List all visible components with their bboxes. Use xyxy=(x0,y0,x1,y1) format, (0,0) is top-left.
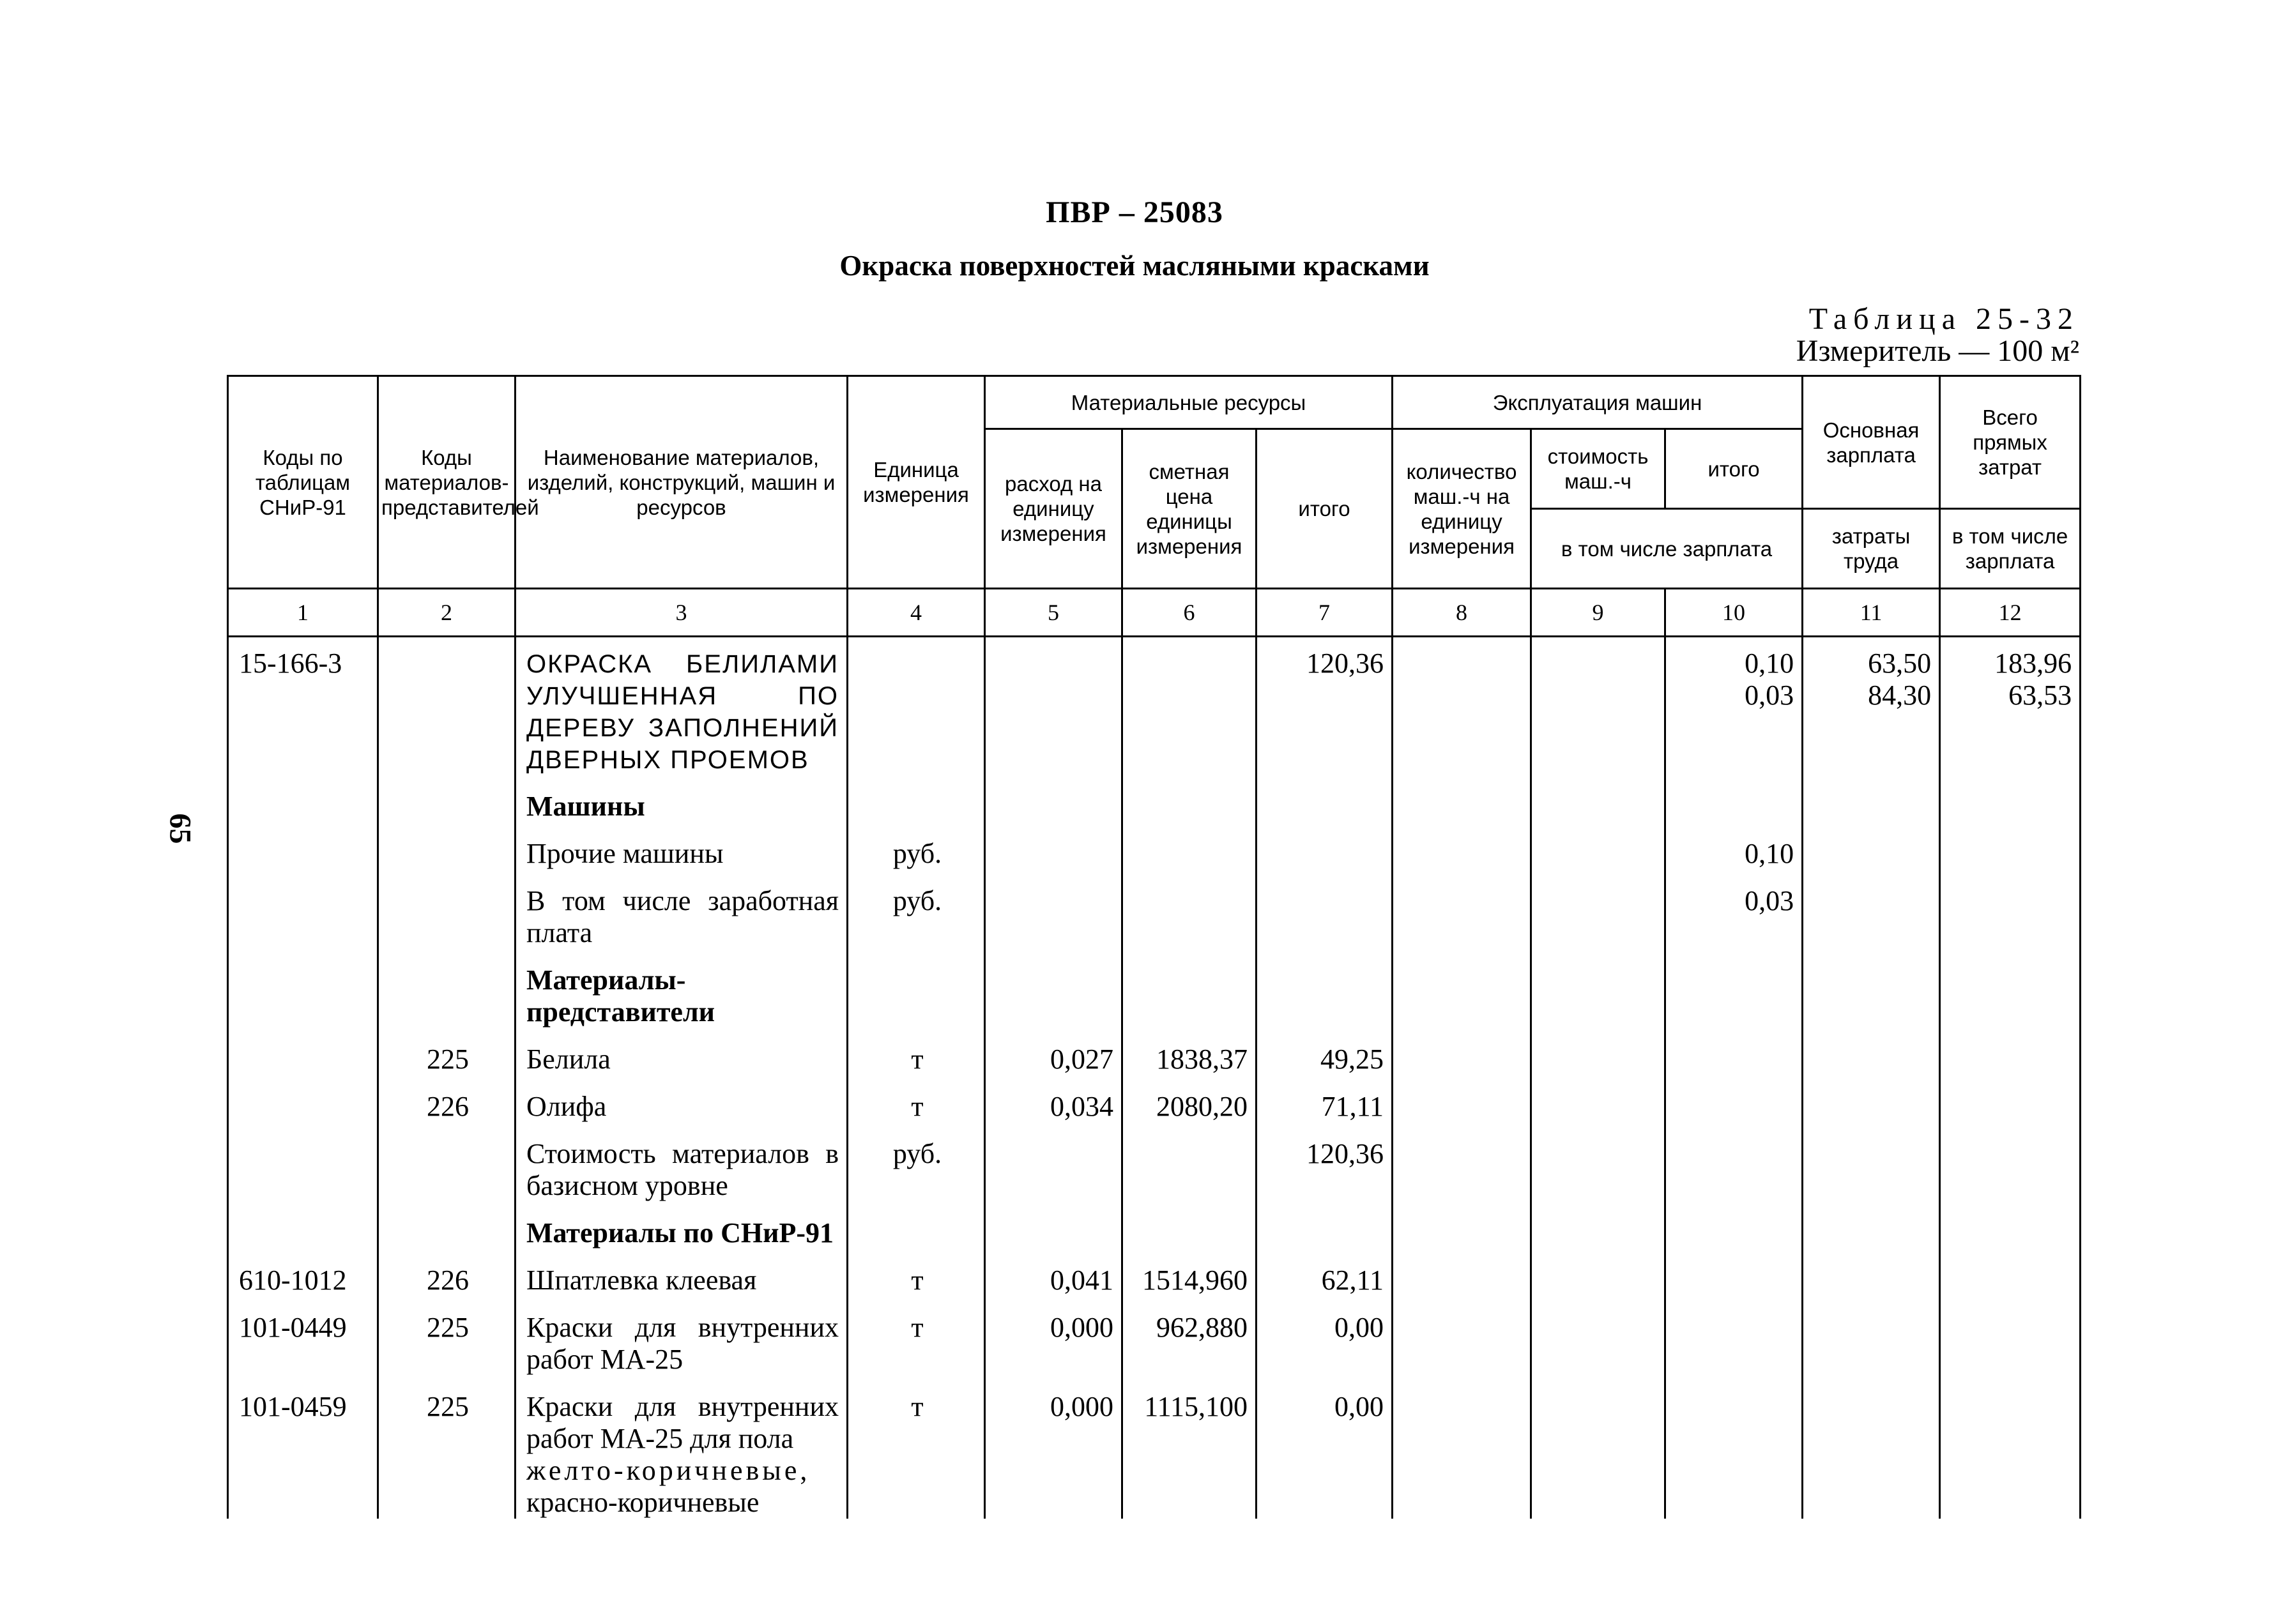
material-total: 120,36 xyxy=(1257,637,1393,776)
machines-total: 0,10 xyxy=(1745,648,1794,679)
column-number: 9 xyxy=(1531,589,1665,637)
column-number: 1 xyxy=(228,589,378,637)
header-base-wage: Основная зарплата xyxy=(1803,376,1940,509)
header-total-direct: Всего прямых затрат xyxy=(1940,376,2081,509)
column-number: 5 xyxy=(985,589,1122,637)
unit-price: 962,880 xyxy=(1122,1296,1257,1376)
measure-unit: Измеритель — 100 м² xyxy=(1796,334,2079,368)
item-unit: т xyxy=(848,1296,985,1376)
material-total: 120,36 xyxy=(1257,1123,1393,1202)
table-row xyxy=(228,1075,2081,1123)
direct-total: 183,96 xyxy=(1994,648,2072,679)
unit-price: 2080,20 xyxy=(1122,1075,1257,1123)
representative-code: 226 xyxy=(378,1249,516,1296)
column-number: 6 xyxy=(1122,589,1257,637)
item-unit: руб. xyxy=(848,1123,985,1202)
unit-price: 1838,37 xyxy=(1122,1028,1257,1075)
section-heading: Машины xyxy=(516,775,848,823)
table-row xyxy=(228,1249,2081,1296)
snip-code: 101-0449 xyxy=(228,1296,378,1376)
table-caption xyxy=(1796,303,2079,367)
page-number: 65 xyxy=(163,813,197,844)
consumption: 0,027 xyxy=(985,1028,1122,1075)
column-number: 10 xyxy=(1665,589,1803,637)
item-unit: руб. xyxy=(848,870,985,949)
table-row xyxy=(228,775,2081,823)
machines-wage: 0,03 xyxy=(1745,679,1794,711)
section-heading: Материалы по СНиР-91 xyxy=(516,1202,848,1249)
table-label: Таблица 25-32 xyxy=(1808,302,2079,336)
header-consumption: расход на единицу измерения xyxy=(985,429,1122,589)
direct-wage: 63,53 xyxy=(2008,679,2072,711)
column-number: 8 xyxy=(1393,589,1531,637)
item-name-continued: красно-коричневые xyxy=(526,1487,760,1518)
document-title: Окраска поверхностей масляными красками xyxy=(839,250,1430,282)
consumption: 0,034 xyxy=(985,1075,1122,1123)
unit-price: 1514,960 xyxy=(1122,1249,1257,1296)
header-machine-hour-cost: стоимость маш.-ч xyxy=(1531,429,1665,509)
header-direct-wage: в том числе зарплата xyxy=(1940,509,2081,589)
header-material-total: итого xyxy=(1257,429,1393,589)
table-row xyxy=(228,870,2081,949)
snip-code: 101-0459 xyxy=(228,1376,378,1519)
table-row xyxy=(228,1028,2081,1075)
material-total: 62,11 xyxy=(1257,1249,1393,1296)
representative-code: 225 xyxy=(378,1376,516,1519)
resource-table xyxy=(227,375,2081,1519)
section-heading: Материалы-представители xyxy=(516,949,848,1028)
labor-cost: 84,30 xyxy=(1868,679,1932,711)
item-name: Краски для внутренних работ МА-25 для пола xyxy=(526,1391,839,1454)
material-total: 0,00 xyxy=(1257,1296,1393,1376)
column-number: 7 xyxy=(1257,589,1393,637)
column-number: 12 xyxy=(1940,589,2081,637)
document-code: ПВР – 25083 xyxy=(1046,195,1223,229)
item-unit: руб. xyxy=(848,823,985,870)
header-material-resources: Материальные ресурсы xyxy=(985,376,1393,429)
column-number: 11 xyxy=(1803,589,1940,637)
header-labor-cost: затраты труда xyxy=(1803,509,1940,589)
material-total: 49,25 xyxy=(1257,1028,1393,1075)
snip-code: 15-166-3 xyxy=(228,637,378,776)
header-name: Наименование материалов, изделий, конструкций, машин и ресурсов xyxy=(516,376,848,589)
table-row xyxy=(228,1123,2081,1202)
material-total: 0,00 xyxy=(1257,1376,1393,1519)
column-number: 4 xyxy=(848,589,985,637)
item-name: Краски для внутренних работ МА-25 xyxy=(516,1296,848,1376)
item-name: Прочие машины xyxy=(516,823,848,870)
machines-wage: 0,03 xyxy=(1665,870,1803,949)
header-codes-representatives: Коды материалов-представителей xyxy=(378,376,516,589)
item-name: Шпатлевка клеевая xyxy=(516,1249,848,1296)
header-unit: Единица измерения xyxy=(848,376,985,589)
table-row xyxy=(228,637,2081,776)
column-number: 2 xyxy=(378,589,516,637)
consumption: 0,000 xyxy=(985,1376,1122,1519)
header-unit-price: сметная цена единицы измерения xyxy=(1122,429,1257,589)
representative-code: 225 xyxy=(378,1028,516,1075)
header-machine-hours: количество маш.-ч на единицу измерения xyxy=(1393,429,1531,589)
machines-total: 0,10 xyxy=(1665,823,1803,870)
header-codes-snip: Коды по таблицам СНиР-91 xyxy=(228,376,378,589)
table-row xyxy=(228,823,2081,870)
work-name: ОКРАСКА БЕЛИЛАМИ УЛУЧШЕННАЯ ПО ДЕРЕВУ ЗАПОЛНЕНИЙ ДВЕРНЫХ ПРОЕМОВ xyxy=(526,650,839,774)
item-name-continued: желто-коричневые, xyxy=(526,1455,811,1486)
item-name: Стоимость материалов в базисном уровне xyxy=(516,1123,848,1202)
consumption: 0,000 xyxy=(985,1296,1122,1376)
column-number: 3 xyxy=(516,589,848,637)
item-name: В том числе заработная плата xyxy=(516,870,848,949)
header-machine-operation: Эксплуатация машин xyxy=(1393,376,1803,429)
column-numbers-row xyxy=(228,589,2081,637)
material-total: 71,11 xyxy=(1257,1075,1393,1123)
item-unit: т xyxy=(848,1075,985,1123)
item-unit: т xyxy=(848,1376,985,1519)
representative-code: 226 xyxy=(378,1075,516,1123)
consumption: 0,041 xyxy=(985,1249,1122,1296)
table-row xyxy=(228,1376,2081,1519)
item-unit: т xyxy=(848,1249,985,1296)
unit-price: 1115,100 xyxy=(1122,1376,1257,1519)
item-unit: т xyxy=(848,1028,985,1075)
table-row xyxy=(228,1202,2081,1249)
table-row xyxy=(228,949,2081,1028)
base-wage: 63,50 xyxy=(1868,648,1932,679)
item-name: Белила xyxy=(516,1028,848,1075)
representative-code: 225 xyxy=(378,1296,516,1376)
header-machine-wage: в том числе зарплата xyxy=(1531,509,1803,589)
snip-code: 610-1012 xyxy=(228,1249,378,1296)
table-row xyxy=(228,1296,2081,1376)
item-name: Олифа xyxy=(516,1075,848,1123)
header-machine-total: итого xyxy=(1665,429,1803,509)
